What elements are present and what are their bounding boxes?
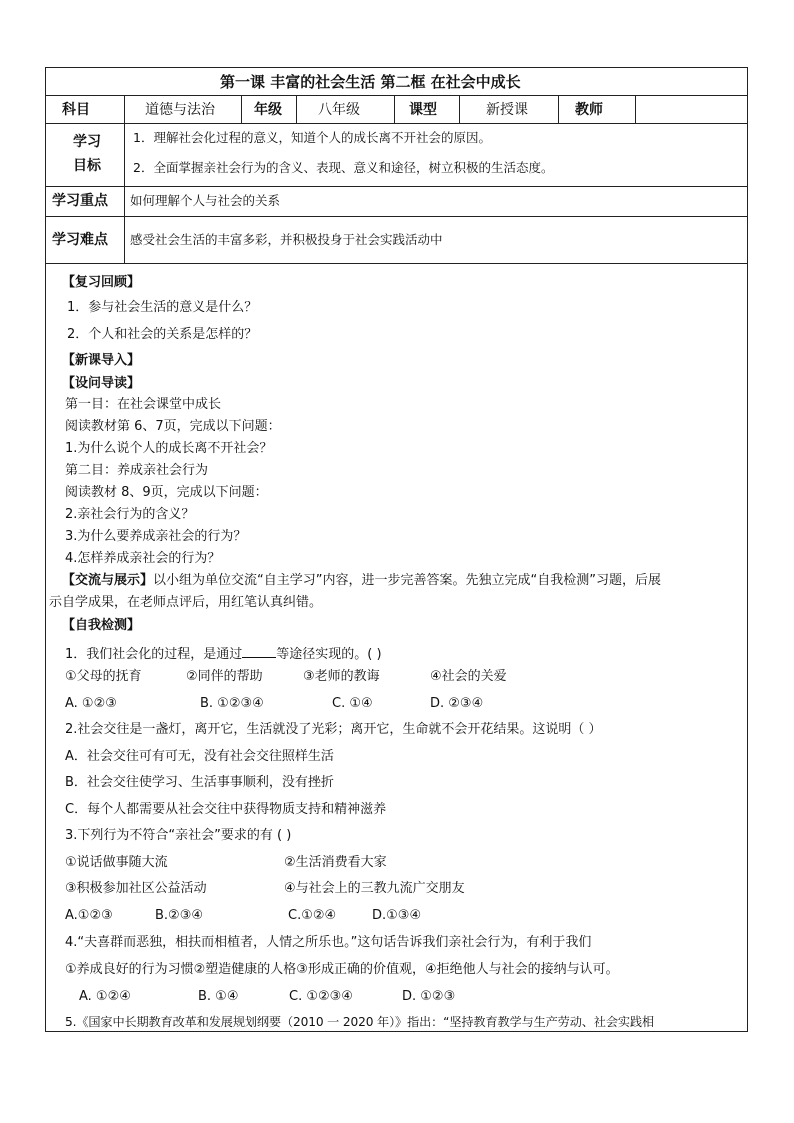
subject-label: 科目	[62, 102, 90, 118]
section-title: 第一目：在社会课堂中成长	[65, 397, 222, 412]
grade-label: 年级	[254, 102, 282, 118]
difficulty-label: 学习难点	[52, 232, 108, 248]
column-divider	[124, 123, 125, 264]
column-divider	[635, 95, 636, 124]
guided-question: 4.怎样养成亲社会的行为？	[65, 551, 221, 566]
option: ②生活消费看大家	[284, 855, 387, 870]
subject-value: 道德与法治	[145, 102, 215, 118]
objectives-label: 目标	[73, 158, 101, 174]
option: ④社会的关爱	[430, 669, 507, 684]
objective-item: 1．理解社会化过程的意义，知道个人的成长离不开社会的原因。	[133, 130, 491, 145]
choice-c: C．每个人都需要从社会交往中获得物质支持和精神滋养	[65, 802, 387, 817]
column-divider	[394, 95, 395, 124]
type-value: 新授课	[486, 102, 528, 118]
question-4-options: ①养成良好的行为习惯②塑造健康的人格③形成正确的价值观，④拒绝他人与社会的接纳与认可。	[65, 962, 619, 977]
objective-item: 2．全面掌握亲社会行为的含义、表现、意义和途径，树立积极的生活态度。	[133, 160, 554, 175]
choice-a: A. ①②③	[65, 696, 117, 711]
exchange-text: 示自学成果，在老师点评后，用红笔认真纠错。	[49, 595, 323, 610]
choice-d: D.①③④	[372, 908, 422, 923]
review-question: 1．参与社会生活的意义是什么？	[67, 300, 258, 315]
choice-c: C. ①②③④	[289, 989, 353, 1004]
choice-c: C. ①④	[332, 696, 373, 711]
type-label: 课型	[409, 102, 437, 118]
new-lesson-heading: 【新课导入】	[62, 353, 141, 368]
review-question: 2．个人和社会的关系是怎样的？	[67, 327, 258, 342]
choice-b: B.②③④	[155, 908, 204, 923]
guided-question: 1.为什么说个人的成长离不开社会？	[65, 441, 273, 456]
column-divider	[241, 95, 242, 124]
choice-b: B．社会交往使学习、生活事事顺利，没有挫折	[65, 775, 334, 790]
guided-question: 2.亲社会行为的含义？	[65, 507, 195, 522]
objectives-label: 学习	[73, 134, 101, 150]
answer-blank	[242, 645, 276, 658]
choice-d: D. ②③④	[430, 696, 484, 711]
column-divider	[459, 95, 460, 124]
choice-a: A. ①②④	[79, 989, 131, 1004]
option: ①说话做事随大流	[65, 855, 168, 870]
choice-c: C.①②④	[288, 908, 337, 923]
row-divider	[46, 95, 747, 96]
difficulty-text: 感受社会生活的丰富多彩，并积极投身于社会实践活动中	[130, 232, 443, 247]
teacher-label: 教师	[575, 102, 603, 118]
exchange-text: 以小组为单位交流“自主学习”内容，进一步完善答案。先独立完成“自我检测”习题，后展	[153, 573, 661, 588]
choice-d: D. ①②③	[402, 989, 456, 1004]
reading-instruction: 阅读教材 8、9页，完成以下问题：	[65, 485, 268, 500]
choice-a: A.①②③	[65, 908, 113, 923]
guided-question: 3.为什么要养成亲社会的行为？	[65, 529, 247, 544]
exchange-paragraph	[62, 574, 661, 587]
key-point-label: 学习重点	[52, 193, 108, 209]
choice-b: B. ①②③④	[200, 696, 264, 711]
row-divider	[46, 263, 747, 264]
column-divider	[296, 95, 297, 124]
exchange-heading: 【交流与展示】	[62, 573, 154, 588]
key-point-text: 如何理解个人与社会的关系	[130, 193, 281, 208]
column-divider	[558, 95, 559, 124]
row-divider	[46, 186, 747, 187]
self-check-heading: 【自我检测】	[62, 618, 141, 633]
review-heading: 【复习回顾】	[62, 275, 141, 290]
choice-a: A．社会交往可有可无，没有社会交往照样生活	[65, 749, 334, 764]
option: ③老师的教诲	[303, 669, 380, 684]
question-4-stem: 4.“夫喜群而恶独，相扶而相植者，人情之所乐也。”这句话告诉我们亲社会行为，有利于我们	[65, 935, 592, 950]
option: ②同伴的帮助	[186, 669, 263, 684]
option: ①父母的抚育	[65, 669, 142, 684]
column-divider	[124, 95, 125, 124]
question-5-stem: 5.《国家中长期教育改革和发展规划纲要（2010 一 2020 年）》指出：“坚持教育教学与生产劳动、社会实践相	[65, 1015, 654, 1029]
lesson-title: 第一课 丰富的社会生活 第二框 在社会中成长	[220, 73, 521, 91]
question-1-stem: 1．我们社会化的过程，是通过 等途径实现的。( )	[65, 647, 382, 662]
reading-instruction: 阅读教材第 6、7页，完成以下问题：	[65, 419, 281, 434]
question-3-stem: 3.下列行为不符合“亲社会”要求的有 ( )	[65, 828, 292, 843]
option: ③积极参加社区公益活动	[65, 881, 207, 896]
grade-value: 八年级	[318, 102, 360, 118]
choice-b: B. ①④	[198, 989, 239, 1004]
guided-reading-heading: 【设问导读】	[62, 376, 141, 391]
row-divider	[46, 123, 747, 124]
row-divider	[46, 216, 747, 217]
question-2-stem: 2.社会交往是一盏灯，离开它，生活就没了光彩；离开它，生命就不会开花结果。这说明（ ）	[65, 722, 602, 737]
section-title: 第二目：养成亲社会行为	[65, 463, 209, 478]
option: ④与社会上的三教九流广交朋友	[284, 881, 465, 896]
